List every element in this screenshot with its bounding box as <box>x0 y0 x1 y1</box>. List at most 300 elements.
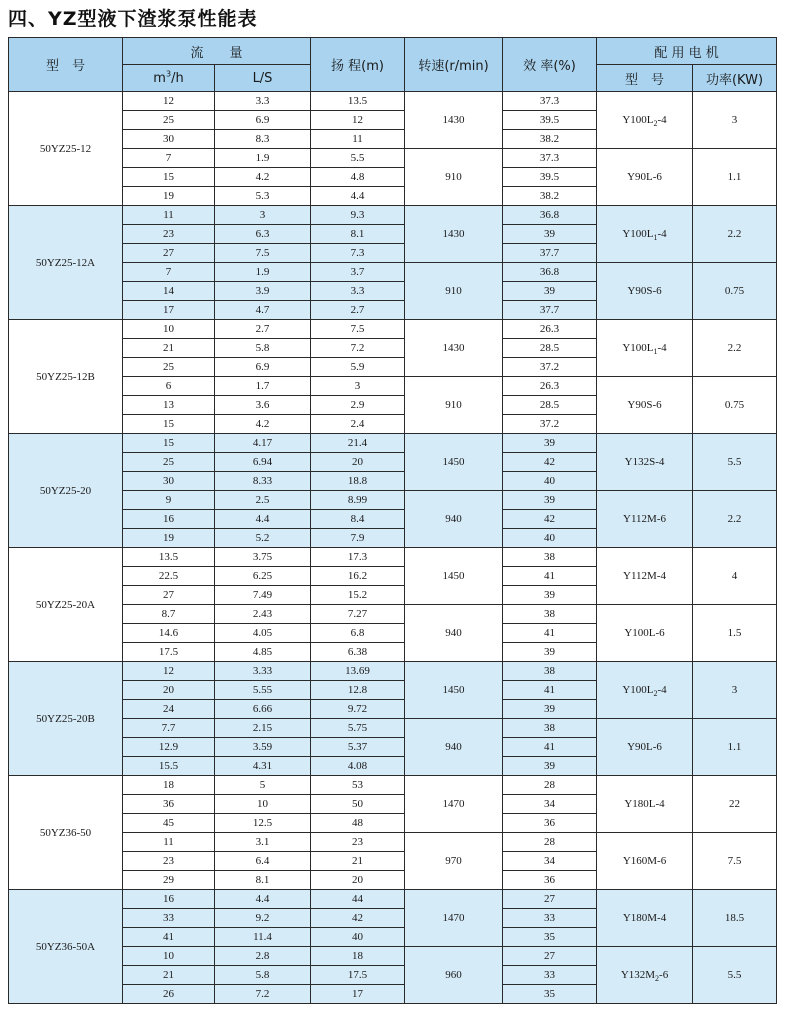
cell-motor-model <box>597 92 693 149</box>
cell-flow-ls: 4.2 <box>215 415 311 434</box>
motor-model-subscript: 2 <box>653 119 658 129</box>
header-flow-m3h <box>123 65 215 92</box>
header-motor-power: 功率(KW) <box>693 65 777 92</box>
motor-model-base: Y100L <box>622 228 654 240</box>
cell-head: 2.7 <box>311 301 405 320</box>
cell-head: 5.75 <box>311 719 405 738</box>
header-head: 扬 程(m) <box>311 38 405 92</box>
header-flow-ls: L/S <box>215 65 311 92</box>
cell-efficiency: 38 <box>503 605 597 624</box>
cell-head: 8.99 <box>311 491 405 510</box>
table-row <box>9 491 777 510</box>
cell-efficiency: 39 <box>503 225 597 244</box>
cell-motor-power: 2.2 <box>693 320 777 377</box>
cell-motor-model <box>597 206 693 263</box>
motor-model-base: Y100L <box>622 342 654 354</box>
cell-flow-ls: 2.7 <box>215 320 311 339</box>
cell-head: 50 <box>311 795 405 814</box>
cell-flow-ls: 4.17 <box>215 434 311 453</box>
cell-flow-m3h: 18 <box>123 776 215 795</box>
cell-flow-m3h: 25 <box>123 111 215 130</box>
header-flow-m3h-tail: /h <box>171 70 184 86</box>
cell-flow-m3h: 14 <box>123 282 215 301</box>
cell-motor-model <box>597 548 693 605</box>
cell-flow-ls: 7.2 <box>215 985 311 1004</box>
table-row <box>9 206 777 225</box>
cell-model: 50YZ25-20A <box>9 548 123 662</box>
header-speed: 转速(r/min) <box>405 38 503 92</box>
cell-head: 15.2 <box>311 586 405 605</box>
cell-efficiency: 38 <box>503 548 597 567</box>
cell-efficiency: 41 <box>503 624 597 643</box>
cell-flow-ls: 3.75 <box>215 548 311 567</box>
cell-efficiency: 36 <box>503 871 597 890</box>
cell-speed: 960 <box>405 947 503 1004</box>
cell-efficiency: 26.3 <box>503 377 597 396</box>
cell-head: 4.8 <box>311 168 405 187</box>
cell-head: 5.9 <box>311 358 405 377</box>
cell-flow-ls: 11.4 <box>215 928 311 947</box>
cell-flow-ls: 3.6 <box>215 396 311 415</box>
cell-efficiency: 26.3 <box>503 320 597 339</box>
cell-head: 11 <box>311 130 405 149</box>
cell-motor-model <box>597 320 693 377</box>
cell-flow-ls: 6.66 <box>215 700 311 719</box>
cell-flow-m3h: 9 <box>123 491 215 510</box>
cell-flow-ls: 4.31 <box>215 757 311 776</box>
cell-motor-power: 3 <box>693 662 777 719</box>
table-row <box>9 548 777 567</box>
cell-flow-m3h: 45 <box>123 814 215 833</box>
cell-motor-power: 18.5 <box>693 890 777 947</box>
motor-model-base: Y132S-4 <box>624 456 665 468</box>
motor-model-base: Y90L-6 <box>627 171 662 183</box>
motor-model-base: Y90S-6 <box>627 399 662 411</box>
performance-table <box>8 37 777 1004</box>
cell-flow-m3h: 12 <box>123 662 215 681</box>
cell-efficiency: 39 <box>503 282 597 301</box>
cell-efficiency: 38.2 <box>503 130 597 149</box>
cell-flow-m3h: 17 <box>123 301 215 320</box>
cell-motor-model <box>597 947 693 1004</box>
cell-flow-ls: 6.9 <box>215 111 311 130</box>
cell-efficiency: 36.8 <box>503 206 597 225</box>
cell-efficiency: 27 <box>503 947 597 966</box>
cell-flow-ls: 5.55 <box>215 681 311 700</box>
cell-head: 13.5 <box>311 92 405 111</box>
cell-head: 20 <box>311 871 405 890</box>
cell-efficiency: 34 <box>503 852 597 871</box>
cell-flow-ls: 1.9 <box>215 149 311 168</box>
cell-flow-ls: 2.8 <box>215 947 311 966</box>
cell-motor-power: 2.2 <box>693 206 777 263</box>
motor-model-subscript: 2 <box>655 974 660 984</box>
cell-flow-ls: 6.9 <box>215 358 311 377</box>
motor-model-base: Y90L-6 <box>627 741 662 753</box>
cell-flow-ls: 5 <box>215 776 311 795</box>
header-motor-model: 型 号 <box>597 65 693 92</box>
cell-flow-m3h: 7.7 <box>123 719 215 738</box>
cell-flow-m3h: 17.5 <box>123 643 215 662</box>
cell-flow-m3h: 11 <box>123 206 215 225</box>
cell-efficiency: 28 <box>503 776 597 795</box>
motor-model-suffix: -4 <box>657 684 667 696</box>
cell-flow-m3h: 20 <box>123 681 215 700</box>
cell-flow-m3h: 29 <box>123 871 215 890</box>
table-row <box>9 833 777 852</box>
cell-head: 40 <box>311 928 405 947</box>
cell-flow-ls: 4.4 <box>215 510 311 529</box>
cell-head: 2.9 <box>311 396 405 415</box>
cell-motor-model <box>597 719 693 776</box>
cell-head: 44 <box>311 890 405 909</box>
cell-motor-power: 0.75 <box>693 377 777 434</box>
cell-motor-power: 0.75 <box>693 263 777 320</box>
cell-head: 7.2 <box>311 339 405 358</box>
cell-head: 21.4 <box>311 434 405 453</box>
cell-efficiency: 35 <box>503 985 597 1004</box>
cell-flow-ls: 4.7 <box>215 301 311 320</box>
cell-head: 17.3 <box>311 548 405 567</box>
motor-model-subscript: 1 <box>653 347 658 357</box>
cell-speed: 1450 <box>405 662 503 719</box>
cell-flow-ls: 2.5 <box>215 491 311 510</box>
cell-speed: 1470 <box>405 776 503 833</box>
cell-head: 3.3 <box>311 282 405 301</box>
header-efficiency: 效 率(%) <box>503 38 597 92</box>
cell-speed: 1450 <box>405 434 503 491</box>
cell-flow-m3h: 13.5 <box>123 548 215 567</box>
cell-model: 50YZ36-50A <box>9 890 123 1004</box>
cell-speed: 910 <box>405 377 503 434</box>
motor-model-base: Y90S-6 <box>627 285 662 297</box>
table-row <box>9 890 777 909</box>
cell-flow-ls: 6.94 <box>215 453 311 472</box>
cell-head: 21 <box>311 852 405 871</box>
cell-speed: 970 <box>405 833 503 890</box>
cell-efficiency: 37.3 <box>503 92 597 111</box>
cell-flow-m3h: 13 <box>123 396 215 415</box>
cell-flow-m3h: 19 <box>123 529 215 548</box>
cell-head: 2.4 <box>311 415 405 434</box>
cell-head: 20 <box>311 453 405 472</box>
cell-flow-m3h: 25 <box>123 453 215 472</box>
cell-flow-ls: 5.3 <box>215 187 311 206</box>
cell-flow-ls: 5.8 <box>215 966 311 985</box>
cell-head: 7.3 <box>311 244 405 263</box>
cell-efficiency: 38 <box>503 662 597 681</box>
cell-head: 53 <box>311 776 405 795</box>
cell-flow-m3h: 14.6 <box>123 624 215 643</box>
cell-motor-power: 3 <box>693 92 777 149</box>
cell-model: 50YZ25-12A <box>9 206 123 320</box>
cell-flow-m3h: 6 <box>123 377 215 396</box>
table-row <box>9 776 777 795</box>
cell-motor-model <box>597 263 693 320</box>
cell-head: 3 <box>311 377 405 396</box>
table-row <box>9 92 777 111</box>
cell-head: 13.69 <box>311 662 405 681</box>
cell-flow-m3h: 23 <box>123 225 215 244</box>
cell-efficiency: 38 <box>503 719 597 738</box>
cell-head: 12 <box>311 111 405 130</box>
motor-model-base: Y132M <box>620 969 656 981</box>
cell-efficiency: 41 <box>503 738 597 757</box>
cell-motor-model <box>597 434 693 491</box>
cell-motor-model <box>597 149 693 206</box>
cell-efficiency: 27 <box>503 890 597 909</box>
cell-flow-m3h: 30 <box>123 472 215 491</box>
cell-flow-ls: 6.3 <box>215 225 311 244</box>
cell-flow-ls: 4.4 <box>215 890 311 909</box>
cell-efficiency: 39 <box>503 700 597 719</box>
cell-speed: 1450 <box>405 548 503 605</box>
cell-efficiency: 39.5 <box>503 168 597 187</box>
cell-efficiency: 42 <box>503 510 597 529</box>
cell-efficiency: 37.2 <box>503 358 597 377</box>
cell-efficiency: 40 <box>503 529 597 548</box>
cell-flow-m3h: 30 <box>123 130 215 149</box>
cell-head: 8.1 <box>311 225 405 244</box>
table-row <box>9 263 777 282</box>
cell-head: 16.2 <box>311 567 405 586</box>
cell-motor-power: 7.5 <box>693 833 777 890</box>
cell-head: 4.4 <box>311 187 405 206</box>
cell-flow-ls: 2.43 <box>215 605 311 624</box>
cell-efficiency: 39 <box>503 757 597 776</box>
cell-efficiency: 41 <box>503 567 597 586</box>
cell-flow-ls: 3.3 <box>215 92 311 111</box>
motor-model-base: Y180L-4 <box>624 798 665 810</box>
cell-motor-model <box>597 605 693 662</box>
cell-head: 23 <box>311 833 405 852</box>
motor-model-base: Y100L <box>622 114 654 126</box>
cell-flow-m3h: 36 <box>123 795 215 814</box>
cell-speed: 940 <box>405 719 503 776</box>
table-row <box>9 320 777 339</box>
cell-motor-model <box>597 491 693 548</box>
cell-efficiency: 36 <box>503 814 597 833</box>
cell-flow-m3h: 26 <box>123 985 215 1004</box>
table-row <box>9 377 777 396</box>
cell-motor-model <box>597 890 693 947</box>
cell-motor-model <box>597 377 693 434</box>
cell-flow-ls: 3 <box>215 206 311 225</box>
cell-flow-ls: 8.3 <box>215 130 311 149</box>
motor-model-base: Y160M-6 <box>622 855 667 867</box>
cell-efficiency: 28.5 <box>503 339 597 358</box>
cell-flow-ls: 1.9 <box>215 263 311 282</box>
cell-motor-power: 2.2 <box>693 491 777 548</box>
cell-flow-ls: 8.1 <box>215 871 311 890</box>
cell-head: 9.72 <box>311 700 405 719</box>
cell-speed: 910 <box>405 149 503 206</box>
cell-efficiency: 37.3 <box>503 149 597 168</box>
cell-head: 6.8 <box>311 624 405 643</box>
table-row <box>9 605 777 624</box>
cell-speed: 910 <box>405 263 503 320</box>
cell-motor-power: 22 <box>693 776 777 833</box>
cell-head: 9.3 <box>311 206 405 225</box>
cell-efficiency: 42 <box>503 453 597 472</box>
cell-flow-m3h: 16 <box>123 510 215 529</box>
cell-flow-m3h: 11 <box>123 833 215 852</box>
cell-flow-m3h: 8.7 <box>123 605 215 624</box>
cell-flow-ls: 1.7 <box>215 377 311 396</box>
cell-flow-ls: 3.33 <box>215 662 311 681</box>
cell-head: 7.27 <box>311 605 405 624</box>
cell-flow-m3h: 7 <box>123 263 215 282</box>
cell-flow-ls: 2.15 <box>215 719 311 738</box>
cell-flow-m3h: 7 <box>123 149 215 168</box>
cell-head: 6.38 <box>311 643 405 662</box>
cell-flow-m3h: 21 <box>123 339 215 358</box>
table-row <box>9 719 777 738</box>
cell-flow-ls: 7.5 <box>215 244 311 263</box>
cell-flow-ls: 9.2 <box>215 909 311 928</box>
cell-efficiency: 41 <box>503 681 597 700</box>
cell-efficiency: 39 <box>503 491 597 510</box>
motor-model-base: Y112M-4 <box>623 570 666 582</box>
cell-efficiency: 28 <box>503 833 597 852</box>
table-row <box>9 662 777 681</box>
table-row <box>9 149 777 168</box>
cell-head: 17 <box>311 985 405 1004</box>
cell-motor-power: 5.5 <box>693 434 777 491</box>
header-flow-m3h-base: m <box>153 70 166 86</box>
cell-flow-ls: 3.1 <box>215 833 311 852</box>
cell-flow-m3h: 12.9 <box>123 738 215 757</box>
cell-motor-power: 4 <box>693 548 777 605</box>
cell-flow-m3h: 22.5 <box>123 567 215 586</box>
cell-flow-ls: 6.4 <box>215 852 311 871</box>
motor-model-base: Y100L-6 <box>624 627 665 639</box>
cell-motor-power: 5.5 <box>693 947 777 1004</box>
motor-model-suffix: -4 <box>657 342 667 354</box>
cell-model: 50YZ25-12B <box>9 320 123 434</box>
cell-flow-ls: 5.8 <box>215 339 311 358</box>
cell-flow-m3h: 16 <box>123 890 215 909</box>
cell-motor-model <box>597 662 693 719</box>
cell-motor-power: 1.1 <box>693 719 777 776</box>
cell-head: 12.8 <box>311 681 405 700</box>
cell-efficiency: 28.5 <box>503 396 597 415</box>
cell-speed: 1430 <box>405 92 503 149</box>
motor-model-suffix: -4 <box>657 228 667 240</box>
header-row-1 <box>9 38 777 65</box>
cell-flow-ls: 4.2 <box>215 168 311 187</box>
cell-speed: 1430 <box>405 320 503 377</box>
cell-speed: 1430 <box>405 206 503 263</box>
cell-head: 42 <box>311 909 405 928</box>
cell-efficiency: 39 <box>503 586 597 605</box>
cell-flow-m3h: 41 <box>123 928 215 947</box>
cell-speed: 940 <box>405 491 503 548</box>
cell-model: 50YZ36-50 <box>9 776 123 890</box>
cell-flow-ls: 6.25 <box>215 567 311 586</box>
cell-model: 50YZ25-20 <box>9 434 123 548</box>
cell-flow-m3h: 21 <box>123 966 215 985</box>
cell-flow-m3h: 10 <box>123 947 215 966</box>
cell-flow-m3h: 24 <box>123 700 215 719</box>
header-flow: 流 量 <box>123 38 311 65</box>
cell-flow-ls: 10 <box>215 795 311 814</box>
cell-efficiency: 39 <box>503 643 597 662</box>
cell-head: 18.8 <box>311 472 405 491</box>
motor-model-subscript: 2 <box>653 689 658 699</box>
cell-motor-model <box>597 833 693 890</box>
cell-efficiency: 33 <box>503 909 597 928</box>
header-model: 型 号 <box>9 38 123 92</box>
cell-flow-ls: 3.9 <box>215 282 311 301</box>
cell-flow-ls: 3.59 <box>215 738 311 757</box>
cell-efficiency: 39.5 <box>503 111 597 130</box>
cell-flow-m3h: 15.5 <box>123 757 215 776</box>
cell-head: 5.37 <box>311 738 405 757</box>
cell-efficiency: 39 <box>503 434 597 453</box>
cell-motor-power: 1.5 <box>693 605 777 662</box>
cell-flow-m3h: 27 <box>123 586 215 605</box>
cell-efficiency: 38.2 <box>503 187 597 206</box>
cell-speed: 1470 <box>405 890 503 947</box>
cell-efficiency: 34 <box>503 795 597 814</box>
table-row <box>9 434 777 453</box>
cell-flow-ls: 8.33 <box>215 472 311 491</box>
cell-efficiency: 37.2 <box>503 415 597 434</box>
cell-head: 17.5 <box>311 966 405 985</box>
cell-flow-ls: 12.5 <box>215 814 311 833</box>
cell-speed: 940 <box>405 605 503 662</box>
cell-head: 8.4 <box>311 510 405 529</box>
motor-model-base: Y180M-4 <box>622 912 667 924</box>
cell-efficiency: 40 <box>503 472 597 491</box>
motor-model-suffix: -4 <box>657 114 667 126</box>
cell-model: 50YZ25-20B <box>9 662 123 776</box>
cell-motor-model <box>597 776 693 833</box>
cell-motor-power: 1.1 <box>693 149 777 206</box>
cell-head: 18 <box>311 947 405 966</box>
page-title: 四、YZ型液下渣浆泵性能表 <box>8 8 258 30</box>
motor-model-subscript: 1 <box>653 233 658 243</box>
cell-efficiency: 37.7 <box>503 301 597 320</box>
table-row <box>9 947 777 966</box>
cell-flow-ls: 7.49 <box>215 586 311 605</box>
cell-head: 3.7 <box>311 263 405 282</box>
cell-efficiency: 33 <box>503 966 597 985</box>
cell-flow-m3h: 19 <box>123 187 215 206</box>
cell-flow-m3h: 27 <box>123 244 215 263</box>
motor-model-base: Y100L <box>622 684 654 696</box>
motor-model-suffix: -6 <box>659 969 669 981</box>
cell-head: 7.5 <box>311 320 405 339</box>
cell-flow-ls: 4.85 <box>215 643 311 662</box>
cell-efficiency: 35 <box>503 928 597 947</box>
cell-flow-m3h: 10 <box>123 320 215 339</box>
cell-head: 4.08 <box>311 757 405 776</box>
motor-model-base: Y112M-6 <box>623 513 666 525</box>
cell-flow-ls: 5.2 <box>215 529 311 548</box>
cell-flow-m3h: 12 <box>123 92 215 111</box>
cell-flow-m3h: 33 <box>123 909 215 928</box>
header-motor: 配 用 电 机 <box>597 38 777 65</box>
cell-head: 7.9 <box>311 529 405 548</box>
cell-efficiency: 37.7 <box>503 244 597 263</box>
cell-flow-m3h: 25 <box>123 358 215 377</box>
cell-head: 48 <box>311 814 405 833</box>
cell-flow-m3h: 15 <box>123 168 215 187</box>
cell-efficiency: 36.8 <box>503 263 597 282</box>
cell-flow-m3h: 23 <box>123 852 215 871</box>
